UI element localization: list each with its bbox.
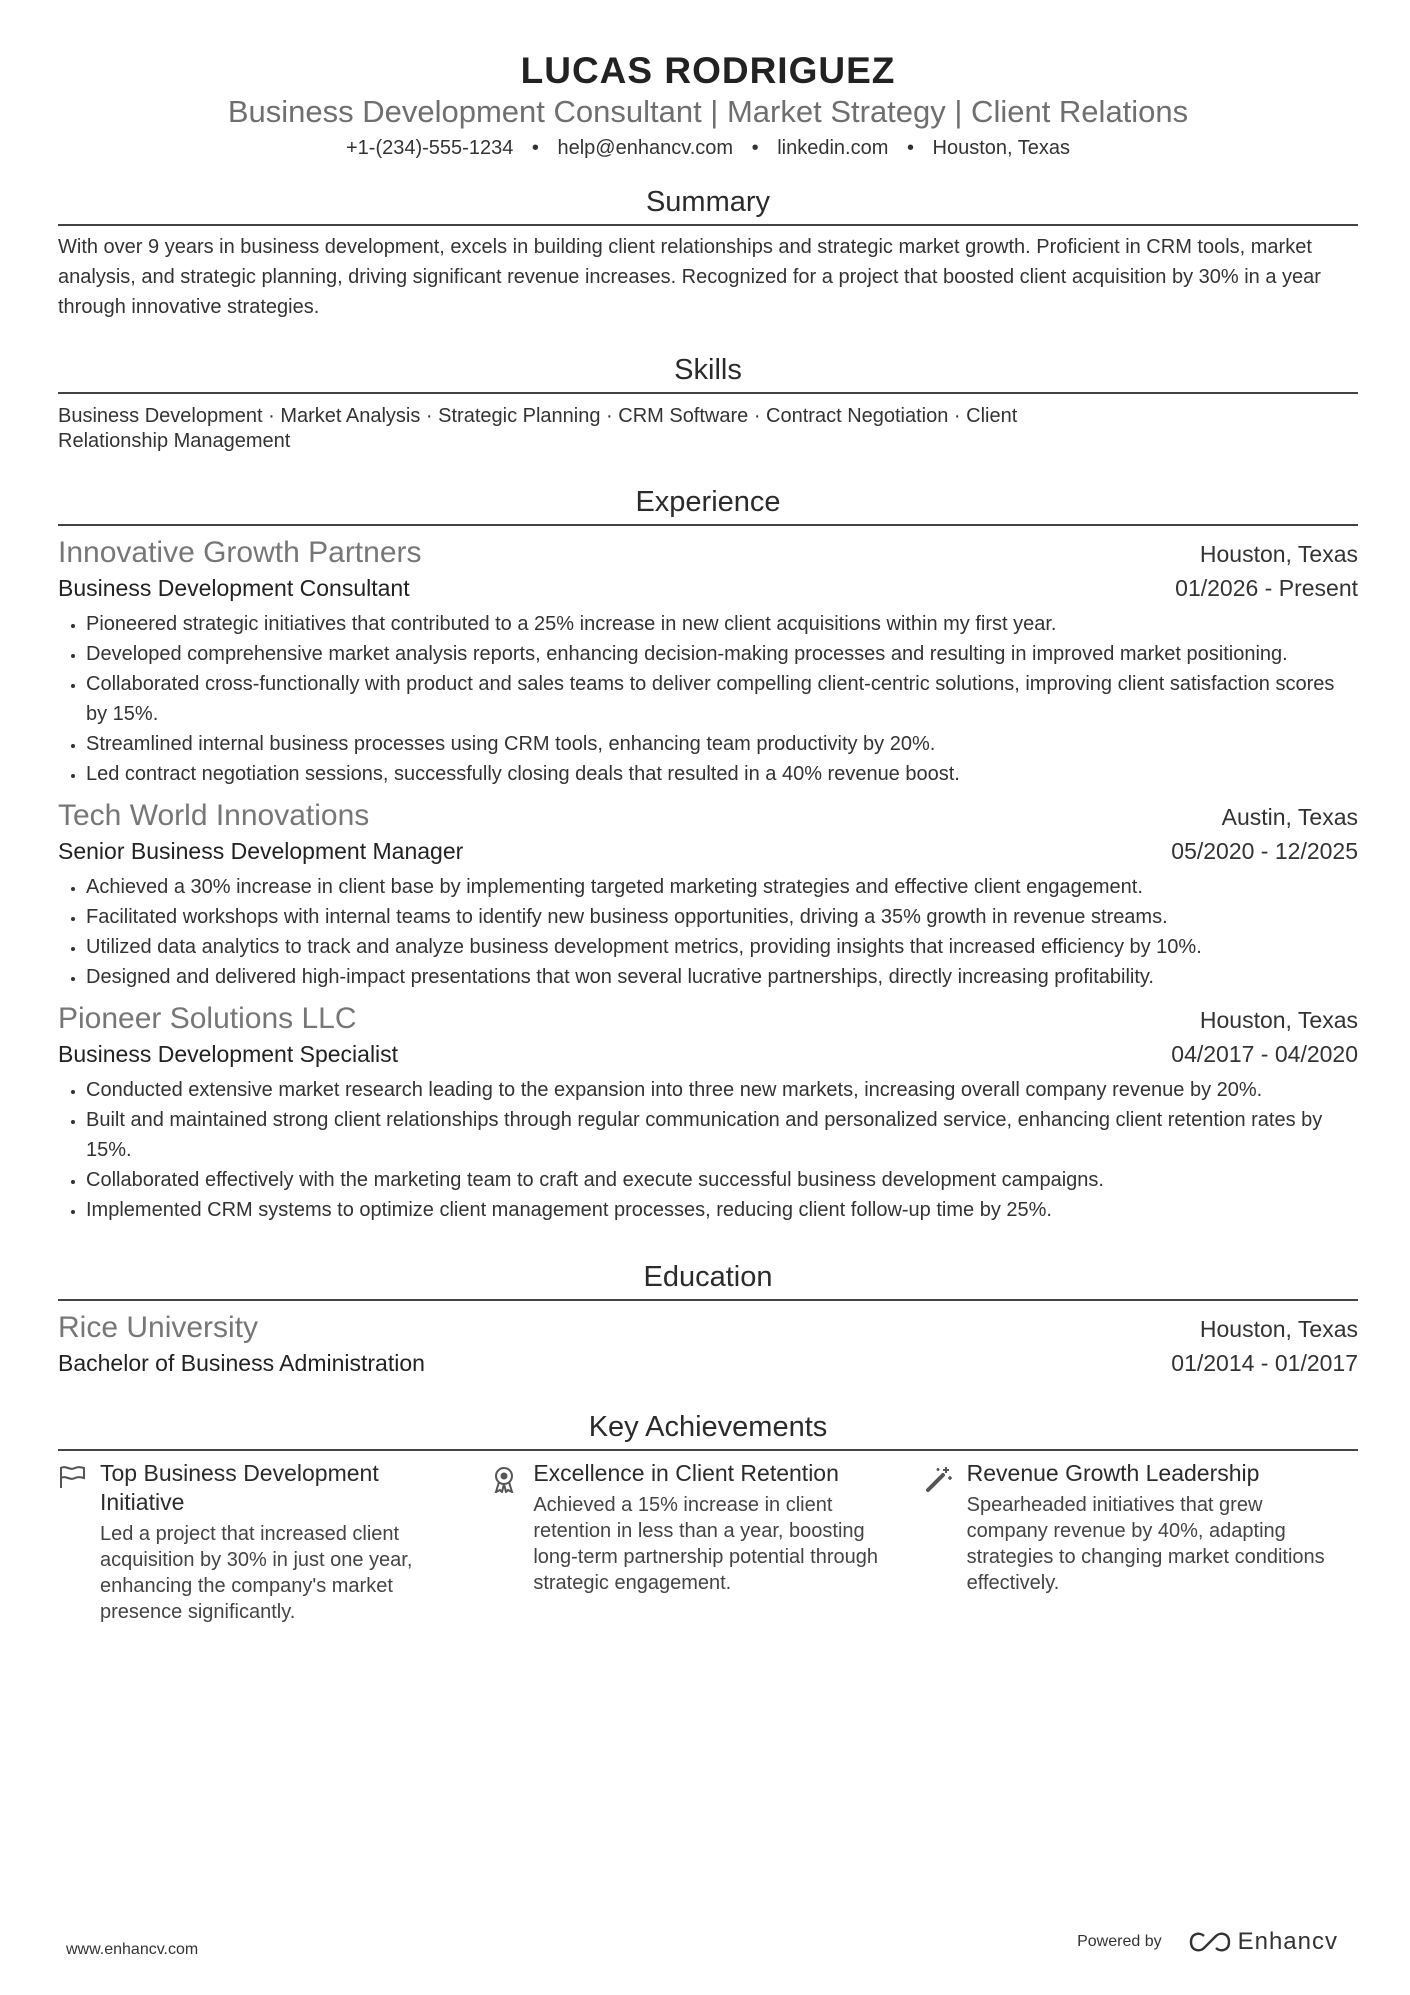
section-title: Skills: [58, 352, 1358, 394]
education-dates: 01/2014 - 01/2017: [1171, 1350, 1358, 1376]
job-bullets: [58, 1075, 1358, 1225]
achievement-title: Excellence in Client Retention: [533, 1460, 839, 1486]
job-dates: 05/2020 - 12/2025: [1171, 838, 1358, 864]
bullet-item: • Led contract negotiation sessions, successfully closing deals that resulted in a 40% revenue boost.: [86, 759, 1358, 789]
experience-section: [58, 484, 1358, 1225]
job-title: Business Development Specialist: [58, 1041, 399, 1067]
bullet-item: • Collaborated cross-functionally with product and sales teams to deliver compelling client-centric solutions, improving client satisfaction scores by 15%.: [86, 669, 1358, 729]
linkedin-link[interactable]: linkedin.com: [777, 137, 889, 159]
school-location: Houston, Texas: [1199, 1316, 1358, 1342]
bullet-item: • Designed and delivered high-impact presentations that won several lucrative partnerships, directly increasing profitability.: [86, 962, 1358, 992]
footer-website[interactable]: www.enhancv.com: [66, 1941, 199, 1958]
section-title: Key Achievements: [58, 1409, 1358, 1451]
job-title: Senior Business Development Manager: [58, 838, 464, 864]
location: Houston, Texas: [932, 137, 1071, 159]
bullet-item: • Facilitated workshops with internal teams to identify new business opportunities, driving a 35% growth in revenue streams.: [86, 902, 1358, 932]
candidate-headline: Business Development Consultant | Market Strategy | Client Relations: [227, 94, 1189, 129]
school-name: Rice University: [58, 1311, 259, 1344]
company-name: Pioneer Solutions LLC: [58, 1002, 357, 1035]
job-dates: 04/2017 - 04/2020: [1171, 1041, 1358, 1067]
job-entry: [58, 534, 1358, 789]
company-name: Tech World Innovations: [58, 799, 370, 832]
enhancv-logo[interactable]: [1188, 1928, 1338, 1956]
candidate-name: LUCAS RODRIGUEZ: [520, 50, 896, 91]
resume-header: [58, 0, 1358, 162]
bullet-item: • Streamlined internal business processes using CRM tools, enhancing team productivity by 20%.: [86, 729, 1358, 759]
education-entry: [58, 1309, 1358, 1379]
contact-separator: •: [906, 137, 914, 159]
bullet-item: • Collaborated effectively with the marketing team to craft and execute successful business development campaigns.: [86, 1165, 1358, 1195]
footer-branding: [1077, 1928, 1338, 1956]
achievements-grid: [58, 1459, 1358, 1625]
powered-by-label: Powered by: [1077, 1933, 1162, 1950]
achievement-description: Spearheaded initiatives that grew company revenue by 40%, adapting strategies to changing market conditions effectively.: [966, 1494, 1325, 1594]
job-entry: [58, 797, 1358, 992]
enhancv-logo-icon: [1188, 1930, 1232, 1954]
email[interactable]: help@enhancv.com: [557, 137, 734, 159]
section-title: Experience: [58, 484, 1358, 526]
section-title: Summary: [58, 184, 1358, 226]
job-location: Houston, Texas: [1199, 1007, 1358, 1033]
achievement-title: Revenue Growth Leadership: [966, 1460, 1260, 1486]
magic-wand-icon: [925, 1459, 967, 1625]
job-bullets: [58, 872, 1358, 992]
company-name: Innovative Growth Partners: [58, 536, 422, 569]
job-location: Austin, Texas: [1221, 804, 1358, 830]
section-title: Education: [58, 1259, 1358, 1301]
bullet-item: • Implemented CRM systems to optimize client management processes, reducing client follow-up time by 25%.: [86, 1195, 1358, 1225]
bullet-item: • Developed comprehensive market analysis reports, enhancing decision-making processes and resulting in improved market positioning.: [86, 639, 1358, 669]
bullet-item: • Conducted extensive market research leading to the expansion into three new markets, increasing overall company revenue by 20%.: [86, 1075, 1358, 1105]
job-title: Business Development Consultant: [58, 575, 410, 601]
bullet-item: • Utilized data analytics to track and analyze business development metrics, providing insights that increased efficiency by 10%.: [86, 932, 1358, 962]
brand-name: Enhancv: [1237, 1928, 1338, 1955]
bullet-item: • Achieved a 30% increase in client base by implementing targeted marketing strategies and effective client engagement.: [86, 872, 1358, 902]
achievement-description: Led a project that increased client acquisition by 30% in just one year, enhancing the company's market presence significantly.: [100, 1523, 413, 1623]
achievement-title: Top Business Development Initiative: [100, 1460, 379, 1515]
job-location: Houston, Texas: [1199, 541, 1358, 567]
contact-separator: •: [531, 137, 539, 159]
resume-page: [58, 0, 1358, 1625]
contact-line: [58, 134, 1358, 162]
flag-icon: [58, 1459, 100, 1625]
phone: +1-(234)-555-1234: [345, 137, 514, 159]
achievement-item: [58, 1459, 491, 1625]
achievement-item: [925, 1459, 1358, 1625]
skills-list: Business Development · Market Analysis · Strategic Planning · CRM Software · Contract Negotiation · Client Relationship Management: [58, 405, 1018, 452]
skills-section: [58, 352, 1358, 454]
summary-text: With over 9 years in business development, excels in building client relationships and strategic market growth. Proficient in CRM tools, market analysis, and strategic planning, driving significant revenue increases. Recognized for a project that boosted client acquisition by 30% in a year through innovative strategies.: [58, 236, 1321, 318]
achievement-description: Achieved a 15% increase in client retention in less than a year, boosting long-term partnership potential through strategic engagement.: [533, 1494, 878, 1594]
job-bullets: [58, 609, 1358, 789]
contact-separator: •: [751, 137, 759, 159]
bullet-item: • Built and maintained strong client relationships through regular communication and personalized service, enhancing client retention rates by 15%.: [86, 1105, 1358, 1165]
summary-section: [58, 184, 1358, 322]
education-section: [58, 1259, 1358, 1379]
job-entry: [58, 1000, 1358, 1225]
achievements-section: [58, 1409, 1358, 1625]
award-icon: [491, 1459, 533, 1625]
bullet-item: • Pioneered strategic initiatives that contributed to a 25% increase in new client acquisitions within my first year.: [86, 609, 1358, 639]
degree: Bachelor of Business Administration: [58, 1350, 425, 1376]
job-dates: 01/2026 - Present: [1175, 575, 1358, 601]
achievement-item: [491, 1459, 924, 1625]
